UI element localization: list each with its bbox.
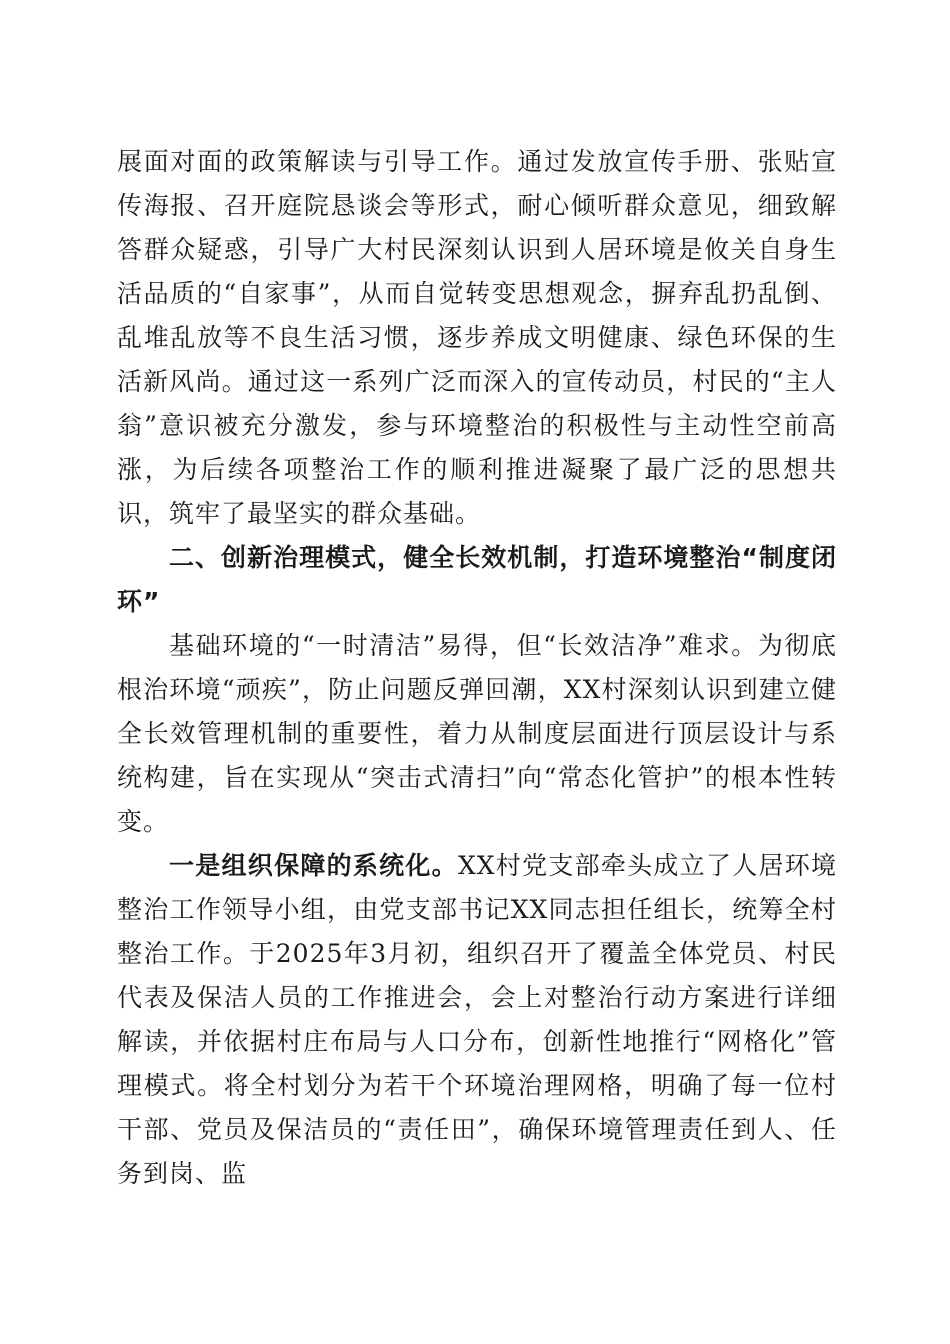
paragraph-1: 展面对面的政策解读与引导工作。通过发放宣传手册、张贴宣传海报、召开庭院恳谈会等形式，耐心倾听群众意见，细致解答群众疑惑，引导广大村民深刻认识到人居环境是攸关自身生活品质的“自家事”，从而自觉转变思想观念，摒弃乱扔乱倒、乱堆乱放等不良生活习惯，逐步养成文明健康、绿色环保的生活新风尚。通过这一系列广泛而深入的宣传动员，村民的“主人翁”意识被充分激发，参与环境整治的积极性与主动性空前高涨，为后续各项整治工作的顺利推进凝聚了最广泛的思想共识，筑牢了最坚实的群众基础。 bbox=[117, 147, 837, 528]
paragraph-2: 基础环境的“一时清洁”易得，但“长效洁净”难求。为彻底根治环境“顽疾”，防止问题反弹回潮，XX村深刻认识到建立健全长效管理机制的重要性，着力从制度层面进行顶层设计与系统构建，旨在实现从“突击式清扫”向“常态化管护”的根本性转变。 bbox=[117, 631, 837, 836]
paragraph-3-lead: 一是组织保障的系统化。 bbox=[169, 851, 458, 880]
document-body bbox=[117, 140, 837, 1196]
section-heading-2: 二、创新治理模式，健全长效机制，打造环境整治“制度闭环” bbox=[117, 543, 837, 616]
paragraph-3 bbox=[117, 844, 837, 1196]
paragraph-3-body: XX村党支部牵头成立了人居环境整治工作领导小组，由党支部书记XX同志担任组长，统筹全村整治工作。于2025年3月初，组织召开了覆盖全体党员、村民代表及保洁人员的工作推进会，会上对整治行动方案进行详细解读，并依据村庄布局与人口分布，创新性地推行“网格化”管理模式。将全村划分为若干个环境治理网格，明确了每一位村干部、党员及保洁员的“责任田”，确保环境管理责任到人、任务到岗、监 bbox=[117, 851, 837, 1188]
